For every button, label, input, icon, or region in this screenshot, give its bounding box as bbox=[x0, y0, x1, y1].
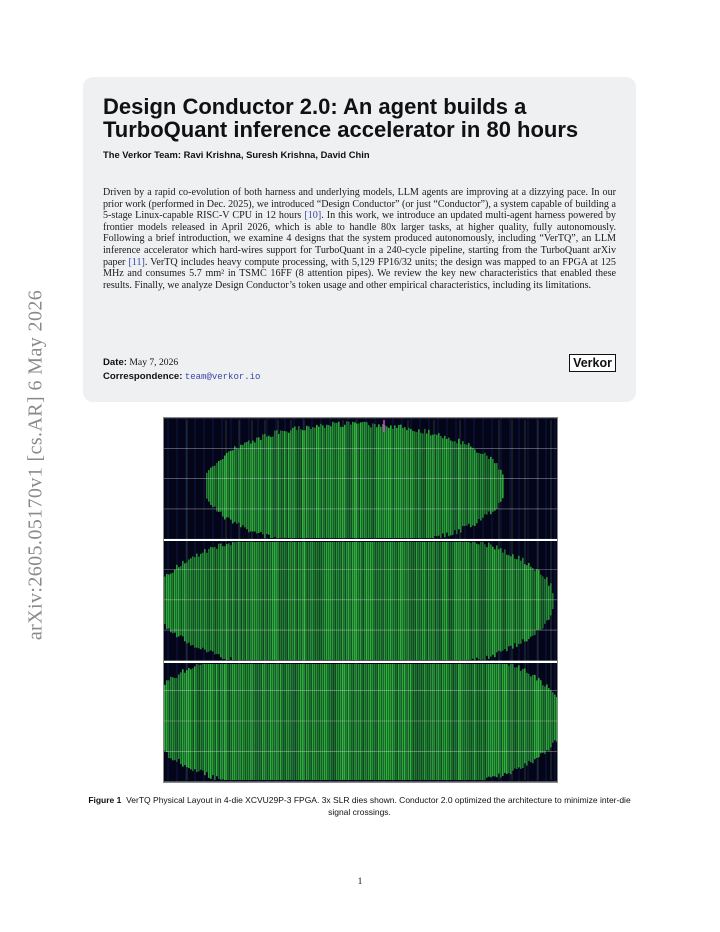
date-label: Date: bbox=[103, 357, 127, 368]
figure-caption bbox=[83, 794, 636, 818]
page-number: 1 bbox=[357, 877, 363, 887]
arxiv-stamp-text: arXiv:2605.05170v1 [cs.AR] 6 May 2026 bbox=[24, 289, 47, 641]
fpga-layout-image bbox=[164, 418, 557, 782]
paper-meta bbox=[103, 356, 260, 384]
citation-link-11[interactable]: [11] bbox=[128, 256, 145, 268]
header-box bbox=[83, 77, 636, 402]
authors: The Verkor Team: Ravi Krishna, Suresh Krishna, David Chin bbox=[103, 149, 370, 160]
correspondence-email[interactable]: team@verkor.io bbox=[184, 372, 261, 382]
abstract bbox=[103, 187, 616, 291]
figure-caption-text: VerTQ Physical Layout in 4-die XCVU29P-3 FPGA. 3x SLR dies shown. Conductor 2.0 optimized the architecture to minimize inter-die signal crossings. bbox=[126, 795, 631, 817]
abstract-part-2: . In this work, we introduce an updated multi-agent harness powered by frontier models released in April 2026, which is able to handle 80x larger tasks, at higher quality, fully autonomously. Following a brief introduction, we examine 4 designs that the system produced autonomously, including “VerTQ”, an LLM inference accelerator which hard-wires support for TurboQuant in a 240-cycle pipeline, starting from the TurboQuant arXiv paper bbox=[103, 210, 616, 268]
verkor-logo: Verkor bbox=[569, 354, 616, 372]
correspondence-label: Correspondence: bbox=[103, 371, 183, 382]
fpga-layout-figure bbox=[163, 417, 558, 783]
arxiv-stamp bbox=[22, 260, 50, 670]
citation-link-10[interactable]: [10] bbox=[304, 210, 322, 222]
date-line bbox=[103, 356, 260, 370]
figure-label: Figure 1 bbox=[88, 795, 122, 805]
paper-title: Design Conductor 2.0: An agent builds a TurboQuant inference accelerator in 80 hours bbox=[103, 94, 579, 142]
date-value: May 7, 2026 bbox=[129, 357, 179, 368]
correspondence-line bbox=[103, 370, 260, 384]
abstract-part-3: . VerTQ includes heavy compute processing, with 5,129 FP16/32 units; the design was mapped to an FPGA at 125 MHz and consumes 5.7 mm² in TSMC 16FF (8 attention pipes). We review the key new characteristics that enabled these results. Finally, we analyze Design Conductor’s token usage and other empirical characteristics, including its limitations. bbox=[103, 256, 616, 291]
abstract-part-1: Driven by a rapid co-evolution of both harness and underlying models, LLM agents are improving at a dizzying pace. In our prior work (performed in Dec. 2025), we introduced “Design Conductor” (or just “Conductor”), a system capable of building a 5-stage Linux-capable RISC-V CPU in 12 hours bbox=[103, 187, 616, 222]
